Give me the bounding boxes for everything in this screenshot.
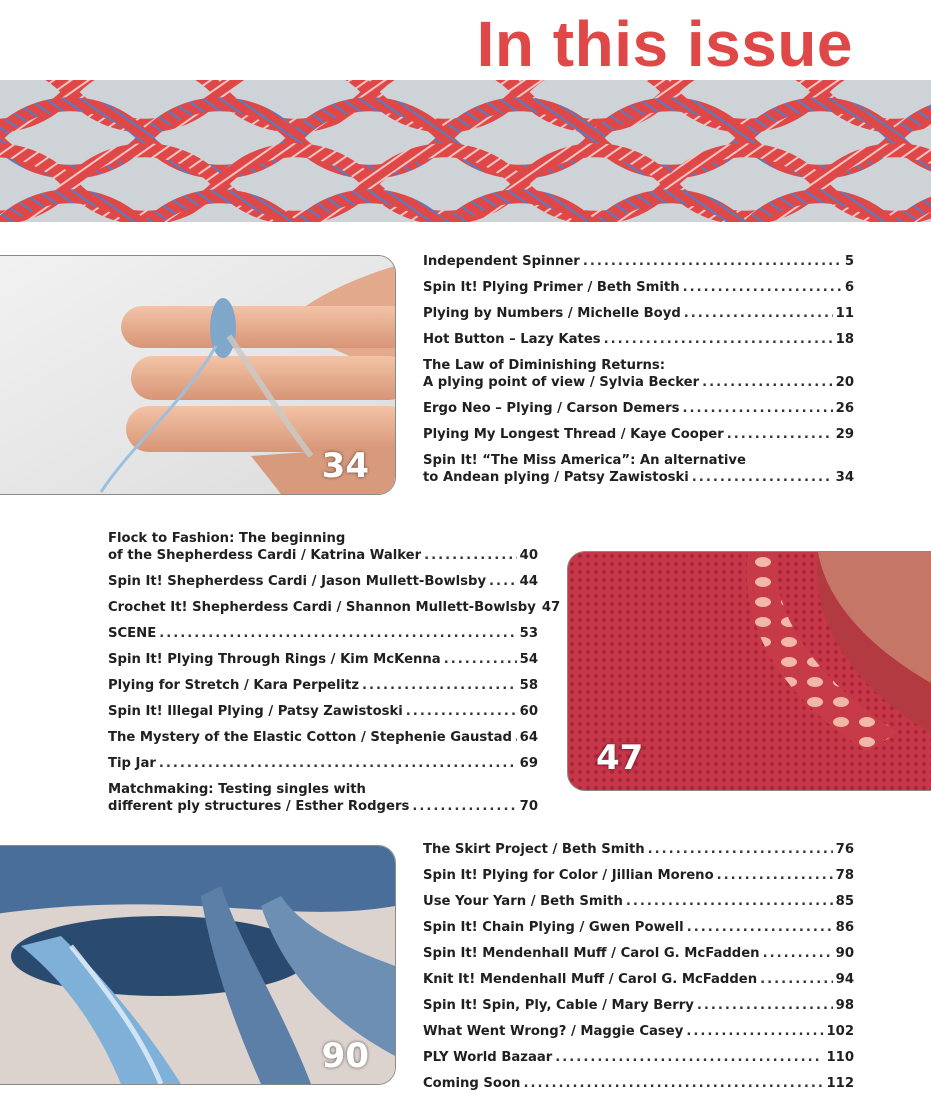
toc-entry[interactable]: SCENE ..... 53: [108, 625, 538, 642]
toc-entry[interactable]: Hot Button – Lazy Kates ..... 18: [423, 331, 854, 348]
toc-entry[interactable]: Spin It! Plying Primer / Beth Smith ..... 6: [423, 279, 854, 296]
toc-entry[interactable]: PLY World Bazaar ..... 110: [423, 1049, 854, 1066]
toc-section-1: [423, 253, 854, 486]
toc-entry[interactable]: Ergo Neo – Plying / Carson Demers ..... 26: [423, 400, 854, 417]
toc-entry[interactable]: Spin It! Chain Plying / Gwen Powell ..... 86: [423, 919, 854, 936]
toc-entry[interactable]: Coming Soon ..... 112: [423, 1075, 854, 1092]
toc-entry[interactable]: Spin It! Mendenhall Muff / Carol G. McFadden ..... 90: [423, 945, 854, 962]
toc-section-2: [108, 530, 561, 815]
toc-entry[interactable]: Crochet It! Shepherdess Cardi / Shannon Mullett-Bowlsby 47: [108, 600, 561, 615]
toc-entry[interactable]: Tip Jar ..... 69: [108, 755, 538, 772]
toc-entry[interactable]: Plying for Stretch / Kara Perpelitz ..... 58: [108, 677, 538, 694]
rope-pattern-banner: [0, 80, 931, 222]
toc-entry[interactable]: The Mystery of the Elastic Cotton / Stephenie Gaustad ..... 64: [108, 729, 538, 746]
photo-page-number: 90: [321, 1036, 369, 1076]
photo-page-number: 47: [596, 738, 644, 778]
toc-entry[interactable]: The Skirt Project / Beth Smith ..... 76: [423, 841, 854, 858]
toc-entry[interactable]: Independent Spinner ..... 5: [423, 253, 854, 270]
photo-blue-yarn: [0, 845, 396, 1085]
toc-entry[interactable]: Plying My Longest Thread / Kaye Cooper ..... 29: [423, 426, 854, 443]
photo-hand-yarn: [0, 255, 396, 495]
toc-entry[interactable]: Knit It! Mendenhall Muff / Carol G. McFadden ..... 94: [423, 971, 854, 988]
toc-entry[interactable]: Spin It! Illegal Plying / Patsy Zawistoski ..... 60: [108, 703, 538, 720]
toc-entry[interactable]: Plying by Numbers / Michelle Boyd ..... 11: [423, 305, 854, 322]
toc-entry[interactable]: Spin It! Shepherdess Cardi / Jason Mullett-Bowlsby ..... 44: [108, 573, 538, 590]
toc-entry[interactable]: Spin It! Plying for Color / Jillian Moreno ..... 78: [423, 867, 854, 884]
photo-red-crochet: [567, 551, 931, 791]
toc-entry[interactable]: Flock to Fashion: The beginning of the Shepherdess Cardi / Katrina Walker ..... 40: [108, 530, 538, 564]
toc-entry[interactable]: Spin It! Plying Through Rings / Kim McKenna ..... 54: [108, 651, 538, 668]
toc-entry[interactable]: The Law of Diminishing Returns: A plying point of view / Sylvia Becker ..... 20: [423, 357, 854, 391]
toc-section-3: [423, 841, 854, 1092]
toc-entry[interactable]: Matchmaking: Testing singles with different ply structures / Esther Rodgers ..... 70: [108, 781, 538, 815]
toc-entry[interactable]: What Went Wrong? / Maggie Casey ..... 102: [423, 1023, 854, 1040]
toc-entry[interactable]: Spin It! Spin, Ply, Cable / Mary Berry ..... 98: [423, 997, 854, 1014]
toc-entry[interactable]: Use Your Yarn / Beth Smith ..... 85: [423, 893, 854, 910]
toc-entry[interactable]: Spin It! “The Miss America”: An alternative to Andean plying / Patsy Zawistoski ..... 34: [423, 452, 854, 486]
page-title: In this issue: [476, 8, 853, 80]
photo-page-number: 34: [321, 446, 369, 486]
